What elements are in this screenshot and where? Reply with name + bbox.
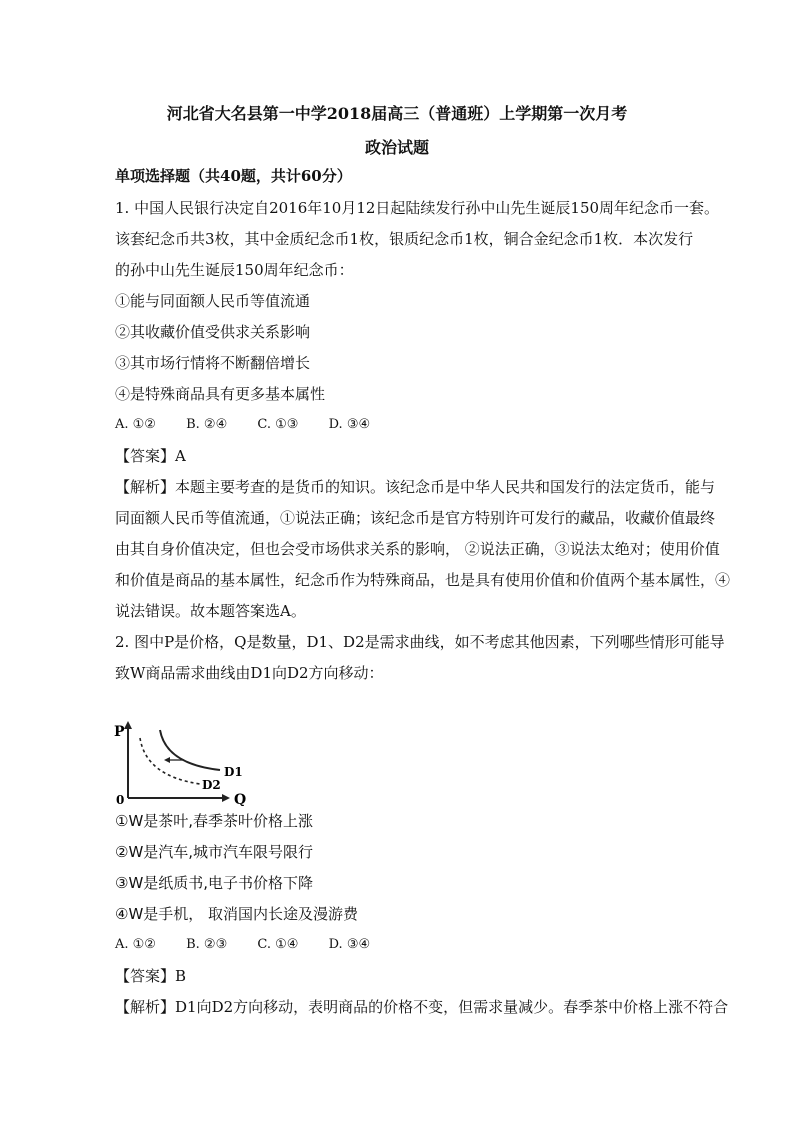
p-axis-arrow (124, 721, 132, 729)
q1-analysis-line: 同面额人民币等值流通，①说法正确；该纪念币是官方特别许可发行的藏品，收藏价值最终 (115, 509, 716, 527)
q1-analysis-line: 由其自身价值决定，但也会受市场供求关系的影响， ②说法正确，③说法太绝对；使用价值 (115, 540, 720, 558)
q2-options (115, 935, 685, 955)
q-label: Q (234, 792, 247, 806)
q2-item: ③W是纸质书,电子书价格下降 (115, 874, 314, 892)
exam-title: 河北省大名县第一中学2018届高三（普通班）上学期第一次月考 (166, 104, 628, 123)
q1-analysis-line: 和价值是商品的基本属性，纪念币作为特殊商品，也是具有使用价值和价值两个基本属性，④ (115, 571, 731, 589)
q-axis-arrow (222, 794, 230, 802)
q1-item: ③其市场行情将不断翻倍增长 (115, 354, 311, 372)
q1-options (115, 415, 685, 435)
q2-item: ②W是汽车,城市汽车限号限行 (115, 843, 314, 861)
q2-analysis-line: 【解析】D1向D2方向移动，表明商品的价格不变，但需求量减少。春季茶中价格上涨不符合 (115, 998, 729, 1016)
q1-analysis-line: 【解析】本题主要考查的是货币的知识。该纪念币是中华人民共和国发行的法定货币，能与 (115, 478, 716, 496)
shift-arrow-head (164, 757, 170, 763)
q2-option-a: A. ①② (115, 937, 156, 952)
q1-stem-line: 1. 中国人民银行决定自2016年10月12日起陆续发行孙中山先生诞辰150周年纪念币一套。 (115, 199, 720, 217)
q1-stem-line: 该套纪念币共3枚，其中金质纪念币1枚，银质纪念币1枚，铜合金纪念币1枚．本次发行 (115, 230, 694, 248)
exam-subtitle: 政治试题 (364, 138, 429, 157)
p-label: P (114, 724, 125, 740)
d2-label: D2 (202, 778, 221, 792)
q1-item: ①能与同面额人民币等值流通 (115, 292, 311, 310)
d1-label: D1 (224, 765, 243, 779)
section-heading: 单项选择题（共40题，共计60分） (115, 167, 352, 185)
q2-stem-line: 致W商品需求曲线由D1向D2方向移动： (115, 664, 384, 682)
q1-item: ②其收藏价值受供求关系影响 (115, 323, 311, 341)
q2-answer: 【答案】B (115, 967, 187, 985)
q2-item: ④W是手机， 取消国内长途及漫游费 (115, 905, 359, 923)
q2-item: ①W是茶叶,春季茶叶价格上涨 (115, 812, 314, 830)
d1-curve (160, 730, 220, 770)
q1-option-a: A. ①② (115, 417, 156, 432)
q1-stem-line: 的孙中山先生诞辰150周年纪念币： (115, 261, 354, 279)
q1-analysis-line: 说法错误。故本题答案选A。 (115, 602, 306, 620)
q2-option-d: D. ③④ (328, 937, 371, 952)
q1-item: ④是特殊商品具有更多基本属性 (115, 385, 326, 403)
q2-stem-line: 2. 图中P是价格，Q是数量，D1、D2是需求曲线，如不考虑其他因素，下列哪些情形可能导 (115, 633, 725, 651)
q1-option-c: C. ①③ (257, 417, 299, 432)
demand-curve-graph (112, 718, 262, 806)
q1-option-b: B. ②④ (186, 417, 228, 432)
q2-option-b: B. ②③ (186, 937, 228, 952)
origin-label: 0 (116, 793, 125, 806)
q2-option-c: C. ①④ (257, 937, 299, 952)
q1-answer: 【答案】A (115, 447, 186, 465)
q1-option-d: D. ③④ (328, 417, 371, 432)
